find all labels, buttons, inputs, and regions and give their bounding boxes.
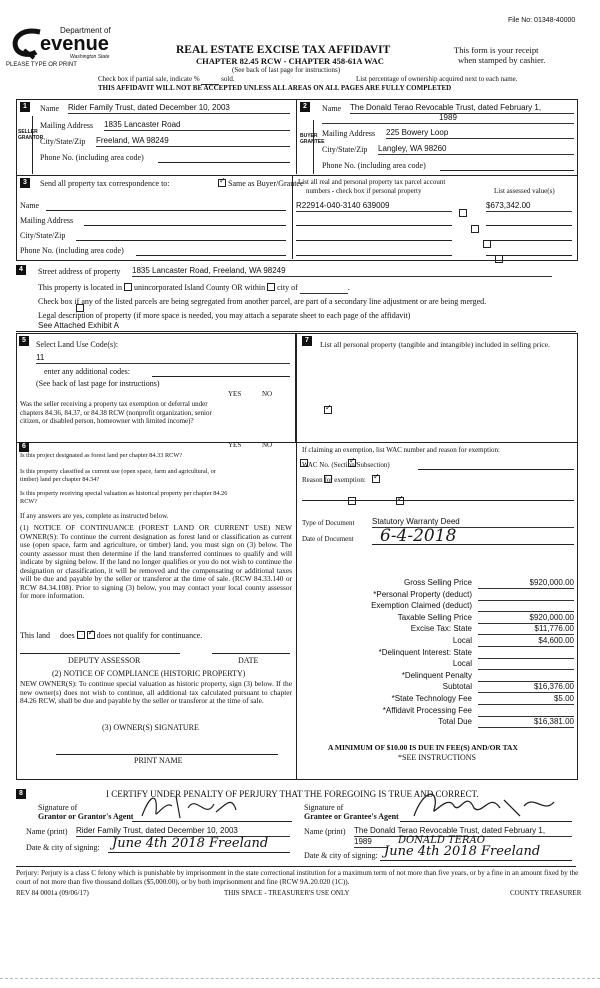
historic-question: Is this property receiving special valuation as historical property per chapter 84.26 RCW?	[20, 490, 228, 505]
tax-label-total: Total Due	[438, 717, 472, 727]
notice-compliance-title: (2) NOTICE OF COMPLIANCE (HISTORIC PROPERTY)	[52, 669, 246, 678]
parcel-header-2: numbers - check box if personal property	[306, 187, 422, 195]
revenue-logo	[10, 24, 120, 66]
tax-value-state[interactable]: $11,776.00	[478, 624, 574, 635]
s5-yes-header: YES	[228, 390, 242, 398]
form-revision: REV 84 0001a (09/06/17)	[16, 889, 89, 897]
tax-label-tech-fee: *State Technology Fee	[391, 694, 472, 703]
seller-name-label: Name	[40, 104, 60, 113]
same-as-buyer-row	[218, 179, 304, 189]
see-back-instructions: (See back of last page for instructions)	[232, 66, 341, 74]
buyer-name-line-2[interactable]: 1989	[322, 113, 574, 124]
segregated-row	[38, 297, 486, 307]
tax-label-penalty: *Delinquent Penalty	[401, 670, 472, 680]
section-4-number: 4	[16, 265, 26, 275]
same-as-buyer-checkbox[interactable]	[218, 179, 226, 187]
unincorporated-checkbox[interactable]	[124, 283, 132, 291]
tax-label-subtotal: Subtotal	[442, 682, 472, 692]
street-label: Street address of property	[38, 267, 121, 276]
this-land-label: This land	[20, 631, 50, 640]
logo-dept: Department of	[60, 26, 111, 35]
parcel-3-personal-checkbox[interactable]	[483, 240, 491, 248]
grantee-hand-name: DONALD TERAO	[398, 835, 485, 846]
same-as-buyer-label: Same as Buyer/Grantee	[228, 179, 304, 188]
legal-label: Legal description of property (if more space is needed, you may attach a separate sheet to each page of the affidavit)	[38, 311, 411, 320]
section-1-number: 1	[20, 102, 30, 112]
seller-city[interactable]: Freeland, WA 98249	[96, 136, 290, 147]
completion-warning: THIS AFFIDAVIT WILL NOT BE ACCEPTED UNLESS ALL AREAS ON ALL PAGES ARE FULLY COMPLETED	[98, 84, 452, 92]
buyer-name-line-1[interactable]: The Donald Terao Revocable Trust, dated February 1,	[350, 103, 574, 114]
doc-date-label: Date of Document	[302, 535, 354, 543]
section-8-number: 8	[16, 789, 26, 799]
send-correspondence-label: Send all property tax correspondence to:	[40, 179, 170, 188]
section-7-number: 7	[302, 336, 312, 346]
tax-label-taxable: Taxable Selling Price	[397, 612, 472, 622]
located-row: This property is located in unincorporated Island County OR within city of .	[38, 283, 350, 292]
notice-compliance: NEW OWNER(S): To continue special valuation as historic property, sign (3) below. If the new owner(s) does not wish to continue, all additional tax calculated pursuant to chapter 84.26 RCW, shall be due and payable by the seller or transferor at the time of sale.	[20, 679, 292, 705]
s5-no-header: NO	[262, 390, 273, 398]
tax-value-local[interactable]: $4,600.00	[478, 636, 574, 647]
grantee-date-line	[380, 860, 572, 861]
ownership-note: List percentage of ownership acquired next to each name.	[356, 75, 518, 83]
treasurer-space-label: THIS SPACE - TREASURER'S USE ONLY	[224, 889, 350, 897]
grantee-signature	[404, 786, 574, 824]
legal-description[interactable]: See Attached Exhibit A	[38, 321, 119, 330]
file-number: File No: 01348-40000	[508, 17, 576, 24]
personal-property-label: List all personal property (tangible and intangible) included in selling price.	[320, 340, 551, 349]
assessed-line-3[interactable]	[486, 240, 572, 241]
logo-state: Washington State	[70, 54, 110, 60]
tax-value-taxable[interactable]: $920,000.00	[478, 613, 574, 624]
corr-phone-line[interactable]	[136, 255, 286, 256]
deputy-assessor-label: DEPUTY ASSESSOR	[68, 656, 141, 665]
reason-label: Reason for exemption:	[302, 476, 366, 484]
forest-land-question: Is this project designated as forest land per chapter 84.33 RCW?	[20, 452, 183, 459]
if-yes-note: If any answers are yes, complete as instructed below.	[20, 512, 169, 520]
exemption-claim-label: If claiming an exemption, list WAC number and reason for exemption:	[302, 446, 500, 454]
additional-codes-label: enter any additional codes:	[44, 367, 130, 376]
seller-name[interactable]: Rider Family Trust, dated December 10, 2003	[68, 103, 290, 114]
city-of-label: city of	[277, 283, 298, 292]
segregated-label: Check box if any of the listed parcels are being segregated from another parcel, are part of a secondary line adjustment or are being merged.	[38, 297, 487, 306]
assessed-line-2[interactable]	[486, 225, 572, 226]
section-2-number: 2	[300, 102, 310, 112]
corr-phone-label: Phone No. (including area code)	[20, 246, 124, 255]
parcel-2-personal-checkbox[interactable]	[471, 225, 479, 233]
tax-value-tech-fee[interactable]: $5.00	[478, 694, 574, 705]
corr-name-line[interactable]	[46, 210, 286, 211]
buyer-mailing[interactable]: 225 Bowery Loop	[386, 128, 574, 139]
notice-continuance: (1) NOTICE OF CONTINUANCE (FOREST LAND OR CURRENT USE) NEW OWNER(S): To continue the current designation as forest land or classification as current use (open space, farm and agriculture, or timber) land, you must sign on (3) below. The county assessor must then determine if the land transferred continues to qualify and will indicate by signing below. If the land no longer qualifies or you do not wish to continue the designation or classification, it will be removed and the compensating or additional taxes will be due and payable by the seller or transferor at the time of sale. (RCW 84.33.140 or RCW 84.34.108). Prior to signing (3) below, you may contact your local county assessor for more information.	[20, 523, 292, 600]
buyer-city-label: City/State/Zip	[322, 145, 368, 154]
grantor-date-label: Date & city of signing:	[26, 843, 100, 852]
buyer-phone-line[interactable]	[440, 170, 574, 171]
partial-sale-sold: sold.	[221, 75, 235, 83]
print-name-label: PRINT NAME	[134, 756, 183, 765]
buyer-phone-label: Phone No. (including area code)	[322, 161, 426, 170]
parcel-header-1: List all real and personal property tax parcel account	[298, 178, 446, 186]
tax-label-interest-local: Local	[452, 659, 472, 669]
seller-label-divider	[32, 116, 33, 174]
tax-value-total[interactable]: $16,381.00	[478, 717, 574, 728]
doc-type-label: Type of Document	[302, 519, 355, 527]
receipt-note-2: when stamped by cashier.	[458, 55, 546, 65]
buyer-mailing-label: Mailing Address	[322, 129, 376, 138]
deputy-date-label: DATE	[238, 656, 259, 665]
corr-city-line[interactable]	[76, 240, 286, 241]
seller-phone-label: Phone No. (including area code)	[40, 153, 144, 162]
corr-city-label: City/State/Zip	[20, 231, 66, 240]
section-3-number: 3	[20, 178, 30, 188]
parcel-line-3[interactable]	[296, 240, 452, 241]
tax-value-subtotal[interactable]: $16,376.00	[478, 682, 574, 693]
assessed-value-1[interactable]: $673,342.00	[486, 201, 572, 212]
doc-date[interactable]: 6-4-2018	[380, 526, 457, 546]
exemption-question: Was the seller receiving a property tax exemption or deferral under chapters 84.36, 84.37, or 84.38 RCW (nonprofit organization, senior citizen, or disabled person, homeowner with limited income)?	[20, 400, 212, 425]
section-6-7-box	[16, 441, 578, 780]
logo-word: evenue	[40, 33, 109, 55]
form-chapter: CHAPTER 82.45 RCW - CHAPTER 458-61A WAC	[196, 56, 384, 66]
parties-divider	[296, 99, 297, 174]
corr-name-label: Name	[20, 201, 40, 210]
section-4-bottom-line	[16, 331, 576, 332]
tax-label-exemption: Exemption Claimed (deduct)	[371, 601, 472, 611]
land-use-code[interactable]: 11	[36, 353, 290, 364]
assessed-header: List assessed value(s)	[494, 187, 555, 195]
parcel-1-personal-checkbox[interactable]	[459, 209, 467, 217]
tax-label-affidavit-fee: *Affidavit Processing Fee	[382, 705, 472, 715]
grantee-name-label: Name (print)	[304, 827, 346, 836]
form-title: REAL ESTATE EXCISE TAX AFFIDAVIT	[176, 44, 391, 56]
land-use-label: Select Land Use Code(s):	[36, 340, 118, 349]
seller-mailing-label: Mailing Address	[40, 121, 94, 130]
tax-label-interest-state: *Delinquent Interest: State	[378, 647, 472, 657]
section-6-number: 6	[19, 442, 29, 452]
buyer-city[interactable]: Langley, WA 98260	[378, 144, 574, 155]
certify-statement: I CERTIFY UNDER PENALTY OF PERJURY THAT THE FOREGOING IS TRUE AND CORRECT.	[106, 789, 479, 799]
grantor-sig-of: Signature of	[38, 803, 78, 812]
corr-mailing-line[interactable]	[84, 225, 286, 226]
additional-codes-line[interactable]	[152, 376, 290, 377]
seller-side-label: SELLER GRANTOR	[18, 129, 44, 141]
perjury-notice: Perjury: Perjury is a class C felony which is punishable by imprisonment in the state correctional institution for a maximum term of not more than five years, or by a fine in an amount fixed by the court of not more than five thousand dollars ($5,000.00), or by both imprisonment and fine (RCW 9A.20.020 (1C)).	[16, 869, 579, 886]
seller-city-label: City/State/Zip	[40, 137, 86, 146]
grantee-sig-of: Signature of	[304, 803, 344, 812]
wac-label: WAC No. (Section/Subsection)	[302, 461, 390, 469]
parcel-4-personal-checkbox[interactable]	[495, 255, 503, 263]
partial-sale-label: Check box if partial sale, indicate %	[98, 75, 200, 83]
buyer-name-label: Name	[322, 104, 342, 113]
grantee-date-label: Date & city of signing:	[304, 851, 378, 860]
buyer-side-label: BUYER GRANTEE	[300, 133, 325, 145]
located-label: This property is located in	[38, 283, 122, 292]
street-address[interactable]: 1835 Lancaster Road, Freeland, WA 98249	[132, 266, 552, 277]
type-or-print: PLEASE TYPE OR PRINT	[6, 62, 77, 68]
grantor-date-line	[108, 852, 290, 853]
buyer-label-divider	[313, 120, 314, 174]
minimum-fee-note: A MINIMUM OF $10.00 IS DUE IN FEE(S) AND/OR TAX	[328, 743, 518, 752]
grantor-date-city[interactable]: June 4th 2018 Freeland	[112, 836, 269, 851]
does-not-qualify-label: does not qualify for continuance.	[96, 631, 203, 640]
tax-value-gross[interactable]: $920,000.00	[478, 578, 574, 589]
parcel-number-1[interactable]: R22914-040-3140 639009	[296, 201, 452, 212]
s6-yes-header: YES	[228, 441, 242, 449]
section-7-box	[296, 333, 578, 443]
tax-label-gross: Gross Selling Price	[403, 578, 472, 587]
assessed-line-4[interactable]	[486, 255, 572, 256]
grantor-name-label: Name (print)	[26, 827, 68, 836]
grantee-date-city[interactable]: June 4th 2018 Freeland	[384, 844, 541, 859]
doc-type[interactable]: Statutory Warranty Deed	[372, 517, 574, 528]
corr-mailing-label: Mailing Address	[20, 216, 74, 225]
parcel-line-2[interactable]	[296, 225, 452, 226]
s6-no-header: NO	[262, 441, 273, 449]
does-label: does	[60, 631, 75, 640]
seller-phone-line[interactable]	[158, 162, 290, 163]
grantee-name-line-1[interactable]: The Donald Terao Revocable Trust, dated February 1,	[354, 826, 572, 837]
page-bottom-edge	[0, 978, 600, 979]
city-of-line[interactable]	[300, 283, 348, 294]
receipt-note-1: This form is your receipt	[454, 45, 539, 55]
see-instructions-note: *SEE INSTRUCTIONS	[398, 753, 477, 762]
tax-label-local: Local	[452, 636, 472, 645]
seller-mailing[interactable]: 1835 Lancaster Road	[104, 120, 290, 131]
grantor-agent-label: Grantor or Grantor's Agent	[38, 812, 134, 821]
city-of-checkbox[interactable]	[267, 283, 275, 291]
owner-signature-label: (3) OWNER(S) SIGNATURE	[102, 723, 199, 732]
land-use-see-back: (See back of last page for instructions)	[36, 379, 160, 388]
tax-label-state: Excise Tax: State	[410, 624, 472, 634]
current-use-question: Is this property classified as current use (open space, farm and agricultural, or timber) land per chapter 84.34?	[20, 468, 216, 483]
located-label-2: unincorporated Island County OR within	[133, 283, 266, 292]
parcel-line-4[interactable]	[296, 255, 452, 256]
grantee-agent-label: Grantee or Grantee's Agent	[304, 812, 399, 821]
county-treasurer-label: COUNTY TREASURER	[510, 889, 582, 897]
grantor-signature	[136, 790, 286, 824]
grantor-name[interactable]: Rider Family Trust, dated December 10, 2003	[76, 826, 290, 837]
section-5-number: 5	[19, 336, 29, 346]
grantee-name-line-2[interactable]: 1989	[354, 837, 388, 848]
tax-label-personal: *Personal Property (deduct)	[373, 589, 472, 599]
section-8-bottom-line	[16, 866, 576, 867]
